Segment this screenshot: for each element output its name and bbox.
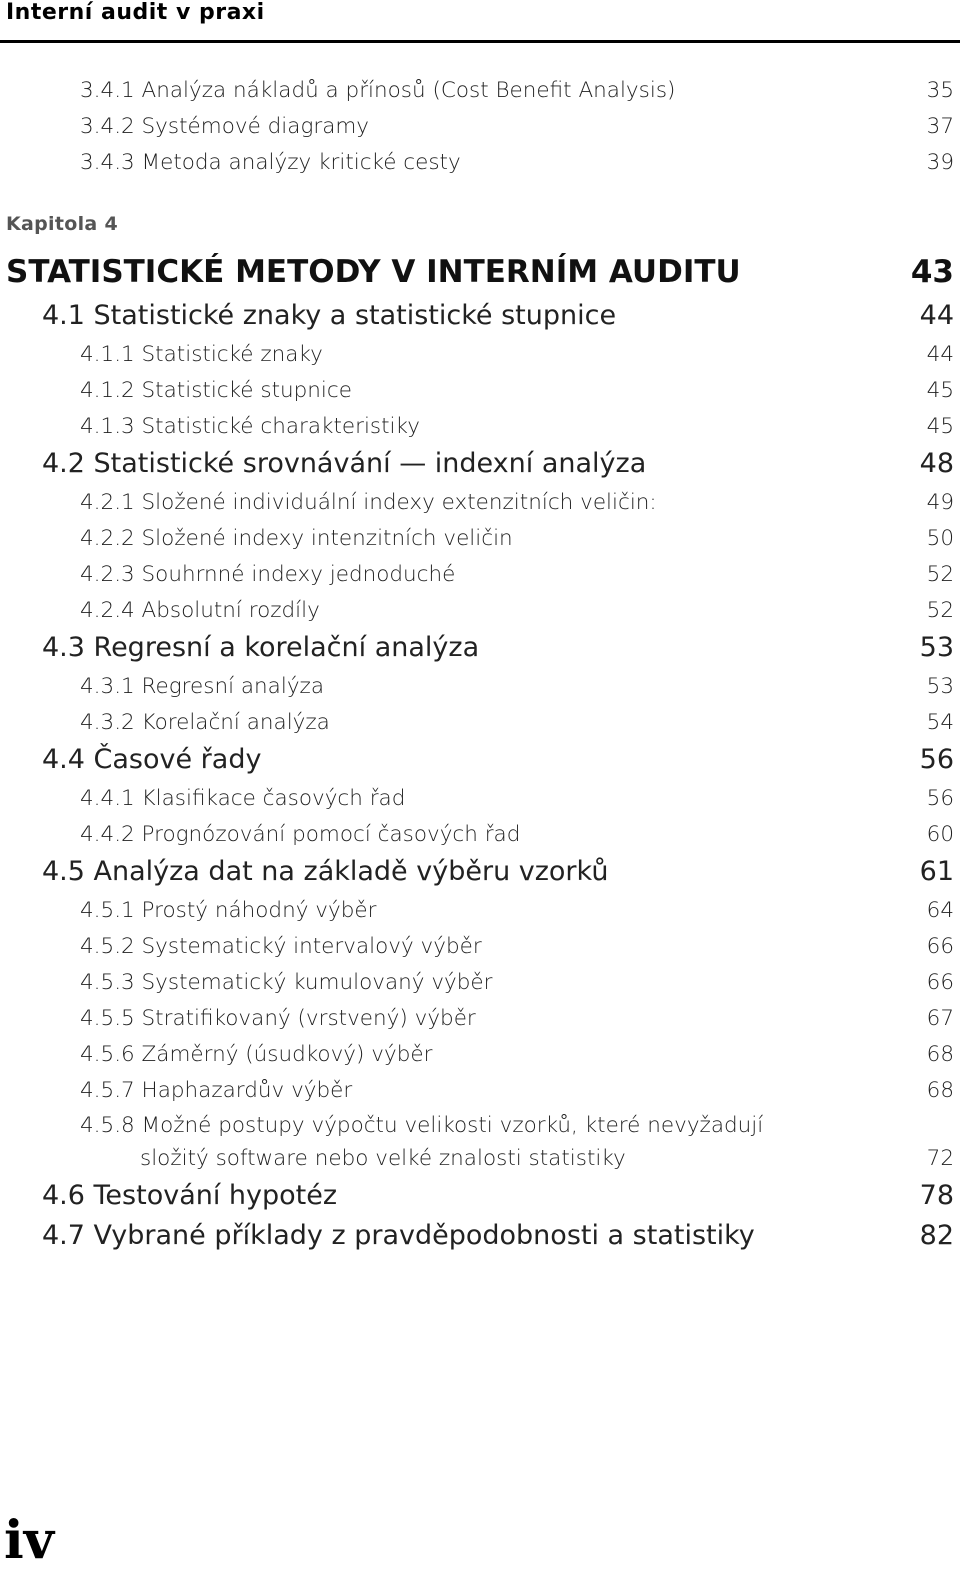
toc-entry-label: 4.2.2 Složené indexy intenzitních veličin — [80, 526, 513, 551]
toc-entry-page: 64 — [926, 898, 954, 923]
toc-entry-label: 4.2.1 Složené individuální indexy extenzitních veličin: — [80, 490, 657, 515]
toc-entry-page: 39 — [926, 150, 954, 175]
toc-entry-label: 4.7 Vybrané příklady z pravděpodobnosti a statistiky — [42, 1220, 755, 1251]
toc-entry-label: 4.5.5 Stratifikovaný (vrstvený) výběr — [80, 1006, 476, 1031]
page-number: iv — [4, 1510, 54, 1571]
toc-entry-page: 35 — [926, 78, 954, 103]
toc-entry-label: 4.5.7 Haphazardův výběr — [80, 1078, 353, 1103]
toc-entry-page: 53 — [926, 674, 954, 699]
toc-entry-label: 4.1.1 Statistické znaky — [80, 342, 323, 367]
toc-entry-page: 54 — [926, 710, 954, 735]
toc-entry-label: 4.4.2 Prognózování pomocí časových řad — [80, 822, 521, 847]
toc-entry-page: 45 — [926, 378, 954, 403]
toc-entry-label: 4.2.4 Absolutní rozdíly — [80, 598, 320, 623]
toc-entry-page: 52 — [926, 562, 954, 587]
toc-entry-page: 53 — [919, 632, 954, 663]
toc-entry-continuation-label: složitý software nebo velké znalosti statistiky — [140, 1146, 626, 1171]
toc-entry-label: 4.3 Regresní a korelační analýza — [42, 632, 480, 663]
chapter-title-label: STATISTICKÉ METODY V INTERNÍM AUDITU — [6, 254, 741, 290]
toc-entry-page: 37 — [926, 114, 954, 139]
toc-entry-label: 4.5.1 Prostý náhodný výběr — [80, 898, 377, 923]
toc-entry-page: 52 — [926, 598, 954, 623]
toc-entry-page: 66 — [926, 934, 954, 959]
chapter-title-page: 43 — [910, 254, 954, 290]
toc-entry-label: 4.4 Časové řady — [42, 744, 262, 775]
header-rule — [0, 40, 960, 43]
toc-entry-label: 4.6 Testování hypotéz — [42, 1180, 338, 1211]
toc-entry-label: 3.4.2 Systémové diagramy — [80, 114, 370, 139]
toc-entry-page: 78 — [919, 1180, 954, 1211]
toc-entry-page: 67 — [926, 1006, 954, 1031]
toc-entry-page: 50 — [926, 526, 954, 551]
toc-entry-page: 48 — [919, 448, 954, 479]
toc-entry-label: 4.1.3 Statistické charakteristiky — [80, 414, 420, 439]
toc-entry-page: 60 — [926, 822, 954, 847]
toc-entry-label: 4.3.1 Regresní analýza — [80, 674, 325, 699]
toc-entry-label: 3.4.3 Metoda analýzy kritické cesty — [80, 150, 461, 175]
toc-entry-label: 4.5.2 Systematický intervalový výběr — [80, 934, 482, 959]
toc-entry-page: 61 — [919, 856, 954, 887]
toc-entry-page: 49 — [926, 490, 954, 515]
toc-entry-label: 4.2.3 Souhrnné indexy jednoduché — [80, 562, 456, 587]
running-header-title: Interní audit v praxi — [6, 0, 265, 25]
chapter-kicker: Kapitola 4 — [6, 213, 118, 235]
running-header — [0, 0, 960, 44]
toc-entry-label: 4.1.2 Statistické stupnice — [80, 378, 352, 403]
toc-entry-label: 4.2 Statistické srovnávání — indexní analýza — [42, 448, 647, 479]
toc-entry-label: 4.5 Analýza dat na základě výběru vzorků — [42, 856, 609, 887]
toc-entry-page: 68 — [926, 1042, 954, 1067]
toc-entry-page: 56 — [919, 744, 954, 775]
toc-entry-label: 4.5.6 Záměrný (úsudkový) výběr — [80, 1042, 433, 1067]
toc-entry-page: 56 — [926, 786, 954, 811]
toc-entry-page: 44 — [919, 300, 954, 331]
toc-entry-label: 4.3.2 Korelační analýza — [80, 710, 330, 735]
toc-entry-label: 4.1 Statistické znaky a statistické stupnice — [42, 300, 617, 331]
toc-entry-page: 82 — [919, 1220, 954, 1251]
toc-entry-page: 45 — [926, 414, 954, 439]
toc-entry-label: 3.4.1 Analýza nákladů a přínosů (Cost Benefit Analysis) — [80, 78, 676, 103]
toc-entry-label: 4.4.1 Klasifikace časových řad — [80, 786, 406, 811]
toc-entry-page: 66 — [926, 970, 954, 995]
toc-entry-page: 44 — [926, 342, 954, 367]
toc-entry-label: 4.5.8 Možné postupy výpočtu velikosti vzorků, které nevyžadují — [80, 1113, 764, 1138]
toc-entry-page: 68 — [926, 1078, 954, 1103]
toc-entry-label: 4.5.3 Systematický kumulovaný výběr — [80, 970, 493, 995]
toc-entry-page: 72 — [926, 1146, 954, 1171]
